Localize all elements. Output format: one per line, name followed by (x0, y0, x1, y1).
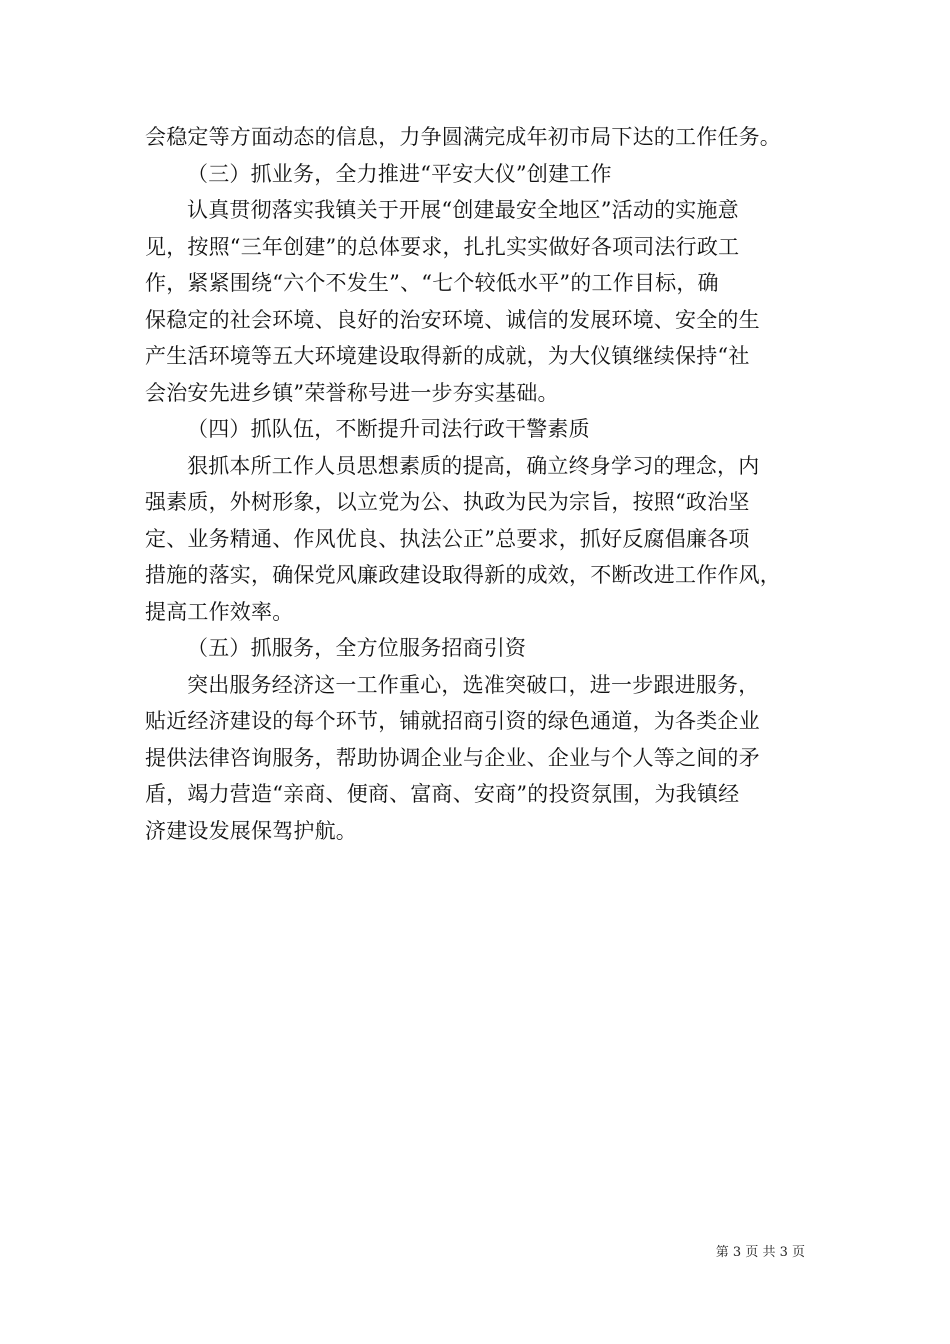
text-line: 措施的落实，确保党风廉政建设取得新的成效，不断改进工作作风， (145, 563, 781, 587)
text-line: 认真贯彻落实我镇关于开展“创建最安全地区”活动的实施意 (187, 198, 739, 222)
section-heading: （三）抓业务，全力推进“平安大仪”创建工作 (187, 161, 612, 186)
text-line: 作，紧紧围绕“六个不发生”、“七个较低水平”的工作目标，确 (145, 271, 719, 295)
text-line: 定、业务精通、作风优良、执法公正”总要求，抓好反腐倡廉各项 (145, 526, 750, 551)
text-line: 提高工作效率。 (145, 599, 294, 624)
body-text (145, 119, 815, 849)
text-line: 会治安先进乡镇”荣誉称号进一步夯实基础。 (145, 380, 559, 405)
text-line: 提供法律咨询服务，帮助协调企业与企业、企业与个人等之间的矛 (145, 745, 760, 770)
text-line: 贴近经济建设的每个环节，铺就招商引资的绿色通道，为各类企业 (145, 709, 760, 733)
text-line: 会稳定等方面动态的信息，力争圆满完成年初市局下达的工作任务。 (145, 125, 781, 149)
text-line: 突出服务经济这一工作重心，选准突破口，进一步跟进服务， (187, 672, 760, 697)
page-number-footer: 第 3 页 共 3 页 (715, 1245, 805, 1260)
text-line: 保稳定的社会环境、良好的治安环境、诚信的发展环境、安全的生 (145, 307, 760, 332)
section-heading: （五）抓服务，全方位服务招商引资 (187, 636, 527, 660)
text-line: 盾，竭力营造“亲商、便商、富商、安商”的投资氛围，为我镇经 (145, 782, 740, 806)
text-line: 济建设发展保驾护航。 (145, 818, 357, 843)
text-line: 强素质，外树形象，以立党为公、执政为民为宗旨，按照“政治坚 (145, 490, 750, 514)
text-line: 狠抓本所工作人员思想素质的提高，确立终身学习的理念，内 (187, 453, 760, 478)
text-line: 产生活环境等五大环境建设取得新的成就，为大仪镇继续保持“社 (145, 344, 750, 368)
text-line: 见，按照“三年创建”的总体要求，扎扎实实做好各项司法行政工 (145, 234, 740, 259)
section-heading: （四）抓队伍，不断提升司法行政干警素质 (187, 417, 590, 441)
